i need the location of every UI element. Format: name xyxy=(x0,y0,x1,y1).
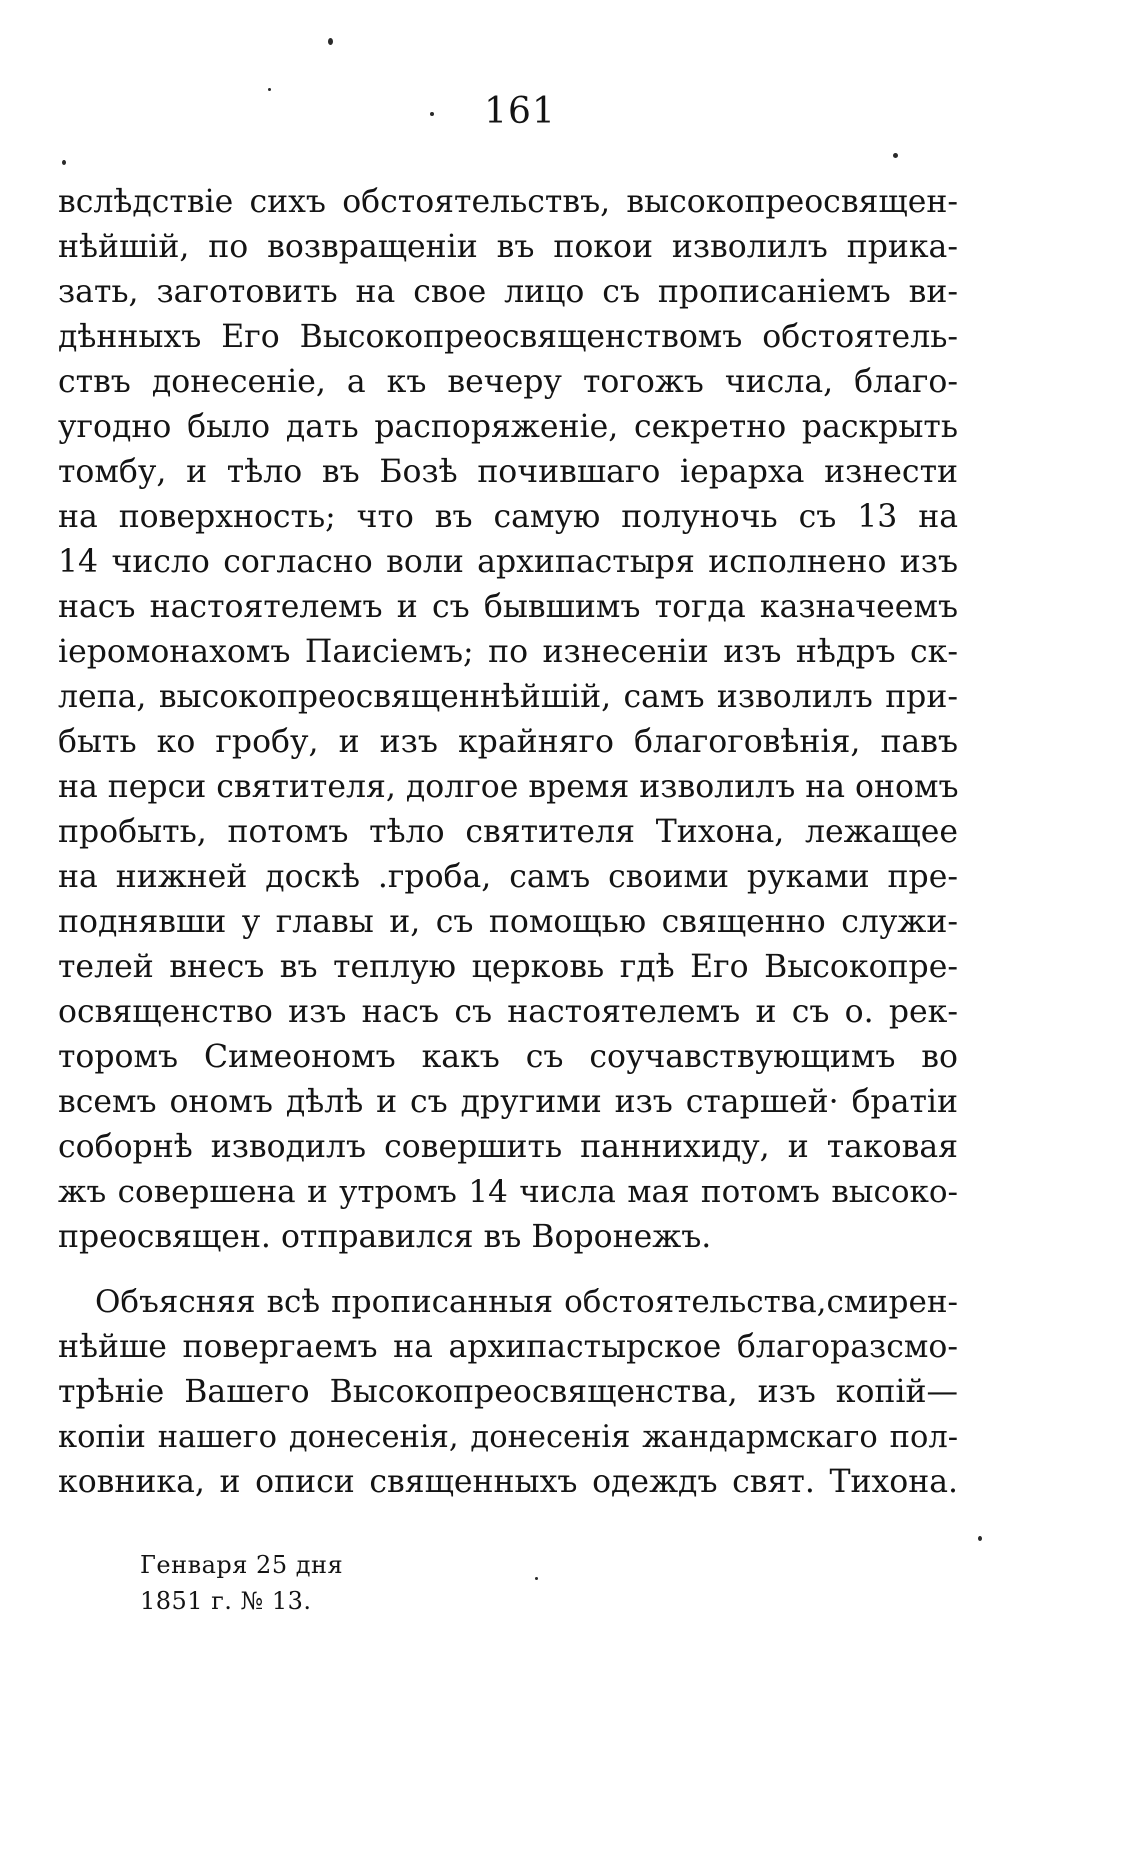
text-line: на поверхность; что въ самую полуночь съ 13 на xyxy=(58,499,958,535)
text-line: нѣйше повергаемъ на архипастырское благоразсмо- xyxy=(58,1329,958,1365)
text-line: быть ко гробу, и изъ крайняго благоговѣнія, павъ xyxy=(58,724,958,760)
text-line: угодно было дать распоряженіе, секретно раскрыть xyxy=(58,409,958,445)
text-line: копіи нашего донесенія, донесенія жандармскаго пол- xyxy=(58,1420,958,1455)
text-line: соборнѣ изводилъ совершить паннихиду, и таковая xyxy=(58,1129,958,1165)
print-speck xyxy=(62,160,66,165)
text-line: поднявши у главы и, съ помощью священно служи- xyxy=(58,904,958,940)
text-line: на перси святителя, долгое время изволилъ на ономъ xyxy=(58,769,959,805)
date-line: Генваря 25 дня xyxy=(140,1551,344,1579)
text-line: трѣніе Вашего Высокопреосвященства, изъ копій— xyxy=(58,1374,958,1410)
text-line: іеромонахомъ Паисіемъ; по изнесеніи изъ нѣдръ ск- xyxy=(58,634,958,670)
page-number: 161 xyxy=(484,91,556,132)
text-line: лепа, высокопреосвященнѣйшій, самъ изволилъ при- xyxy=(58,679,958,715)
text-line: всемъ ономъ дѣлѣ и съ другими изъ старшей· братіи xyxy=(58,1084,958,1120)
print-speck xyxy=(893,153,898,158)
text-line: освященство изъ насъ съ настоятелемъ и съ о. рек- xyxy=(58,994,958,1030)
print-speck xyxy=(268,88,271,91)
text-line: томбу, и тѣло въ Бозѣ почившаго іерарха изнести xyxy=(58,454,958,490)
text-line: 14 число согласно воли архипастыря исполнено изъ xyxy=(58,544,958,580)
text-line: насъ настоятелемъ и съ бывшимъ тогда казначеемъ xyxy=(58,589,958,625)
text-line: ствъ донесеніе, а къ вечеру тогожъ числа, благо- xyxy=(58,364,958,400)
print-speck xyxy=(328,38,333,45)
text-line: вслѣдствіе сихъ обстоятельствъ, высокопреосвящен- xyxy=(58,184,958,220)
text-line: дѣнныхъ Его Высокопреосвященствомъ обстоятель- xyxy=(58,319,958,355)
text-line: пробыть, потомъ тѣло святителя Тихона, лежащее xyxy=(58,814,958,850)
print-speck xyxy=(430,112,434,116)
print-speck xyxy=(535,1577,538,1580)
document-number-line: 1851 г. № 13. xyxy=(140,1587,312,1615)
text-line: телей внесъ въ теплую церковь гдѣ Его Высокопре- xyxy=(58,949,958,985)
text-line: Объясняя всѣ прописанныя обстоятельства,смирен- xyxy=(95,1284,958,1320)
text-line: нѣйшій, по возвращеніи въ покои изволилъ прика- xyxy=(58,229,958,265)
print-speck xyxy=(978,1536,982,1541)
text-line: ковника, и описи священныхъ одеждъ свят. Тихона. xyxy=(58,1464,958,1500)
text-line: жъ совершена и утромъ 14 числа мая потомъ высоко- xyxy=(58,1174,958,1210)
text-line: на нижней доскѣ .гроба, самъ своими руками пре- xyxy=(58,859,958,895)
text-line: преосвящен. отправился въ Воронежъ. xyxy=(58,1219,712,1255)
text-line: торомъ Симеономъ какъ съ соучавствующимъ во xyxy=(58,1039,958,1075)
text-line: зать, заготовить на свое лицо съ прописаніемъ ви- xyxy=(58,274,958,310)
